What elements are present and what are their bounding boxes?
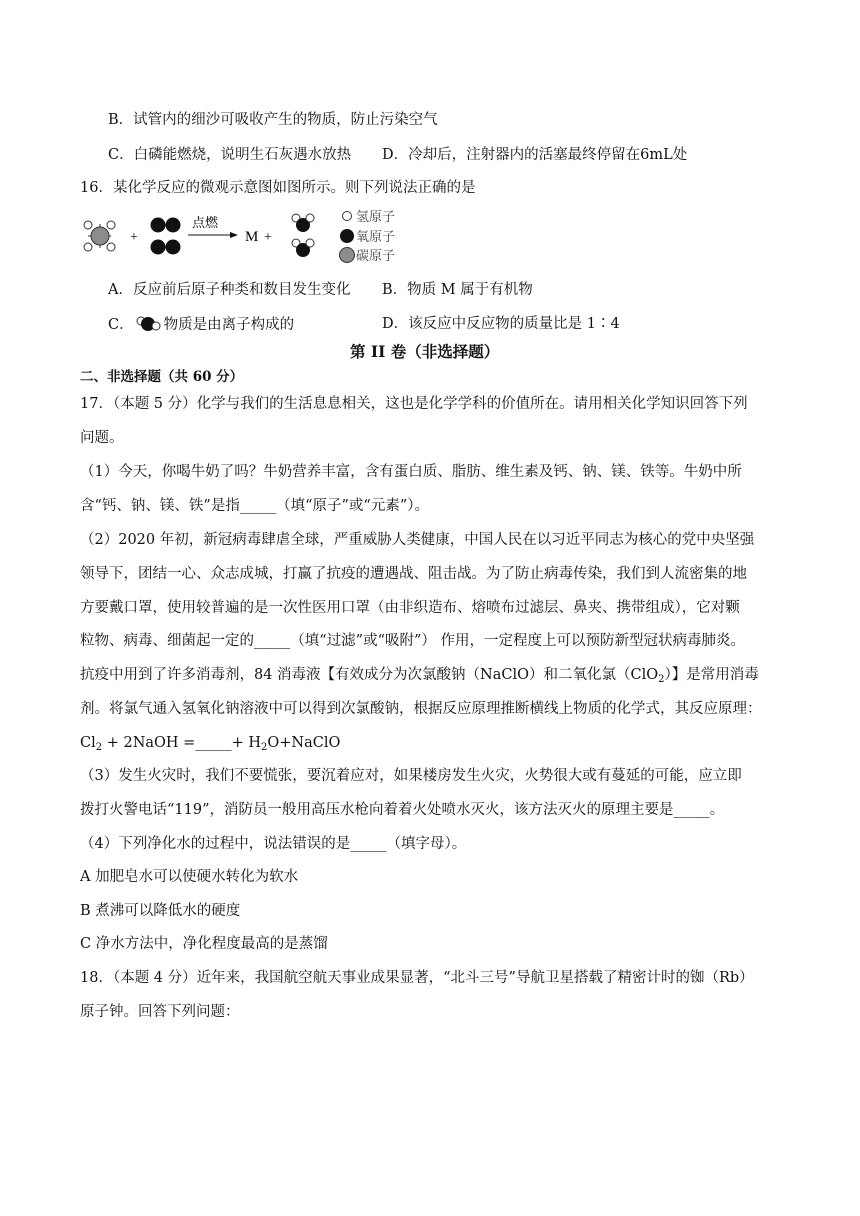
atom-legend [340,209,396,263]
subscript: 2 [260,742,268,753]
q16-stem: 16．某化学反应的微观示意图如图所示。则下列说法正确的是 [80,180,476,196]
oxygen-molecules [151,218,181,255]
text-span: O+NaClO [267,735,341,751]
subscript: 2 [658,674,665,685]
q17-part2-line4: 粒物、病毒、细菌起一定的_____（填“过滤”或“吸附”） 作用，一定程度上可以预防新型冠状病毒肺炎。 [80,633,746,649]
q17-part2-line3: 方要戴口罩，使用较普遍的是一次性医用口罩（由非织造布、熔喷布过滤层、鼻夹、携带组成），它对颗 [80,600,740,616]
q17-stem: 17．（本题 5 分）化学与我们的生活息息相关，这也是化学学科的价值所在。请用相关化学知识回答下列 [80,396,748,412]
text-span: ）】是常用消毒 [664,667,759,683]
hydrogen-atom [84,243,92,251]
q17-part2-line2: 领导下，团结一心、众志成城，打赢了抗疫的遭遇战、阻击战。为了防止病毒传染，我们到人流密集的地 [80,566,747,582]
q16-option-b: B．物质 M 属于有机物 [382,282,533,298]
carbon-legend-icon [340,248,355,263]
text-span: 抗疫中用到了许多消毒剂，84 消毒液【有效成分为次氯酸钠（NaClO）和二氧化氯（ClO [80,667,659,683]
q17-option-b: B 煮沸可以降低水的硬度 [80,903,241,919]
q18-stem: 18．（本题 4 分）近年来，我国航空航天事业成果显著，“北斗三号”导航卫星搭载了精密计时的铷（Rb） [80,970,754,986]
text-span: Cl [80,735,96,751]
q17-part3: （3）发生火灾时，我们不要慌张，要沉着应对，如果楼房发生火灾，火势很大或有蔓延的可能，应立即 [80,768,742,784]
water-molecule-icon [134,314,164,332]
plus-sign: + [130,230,138,245]
q17-part3-cont: 拨打火警电话“119”，消防员一般用高压水枪向着着火处喷水灭火，该方法灭火的原理主要是_____。 [80,802,725,818]
methane-molecule [84,221,115,251]
q17-part2: （2）2020 年初，新冠病毒肆虐全球，严重威胁人类健康，中国人民在以习近平同志为核心的党中央坚强 [80,532,755,548]
water-molecules [292,214,314,257]
q18-stem-cont: 原子钟。回答下列问题： [80,1004,240,1020]
hydrogen-atom [84,221,92,229]
q17-part2-line6: 剂。将氯气通入氢氧化钠溶液中可以得到次氯酸钠，根据反应原理推断横线上物质的化学式，其反应原理： [80,701,762,717]
q15-option-b: B．试管内的细沙可吸收产生的物质，防止污染空气 [108,112,438,128]
hydrogen-atom [107,243,115,251]
legend-carbon: 碳原子 [356,248,396,263]
legend-hydrogen: 氢原子 [356,209,396,224]
q16-option-c-prefix: C． [108,317,134,333]
oxygen-legend-icon [340,229,354,243]
q17-part1-cont: 含“钙、钠、镁、铁”是指_____（填“原子”或“元素”）。 [80,498,429,514]
q17-part1: （1）今天，你喝牛奶了吗？牛奶营养丰富，含有蛋白质、脂肪、维生素及钙、钠、镁、铁等。牛奶中所 [80,464,742,480]
chemical-equation [80,733,340,753]
reaction-diagram [80,205,420,267]
q17-option-a: A 加肥皂水可以使硬水转化为软水 [80,869,299,885]
q17-option-c: C 净水方法中，净化程度最高的是蒸馏 [80,936,328,952]
q15-option-d: D．冷却后，注射器内的活塞最终停留在6mL处 [382,147,688,163]
carbon-atom [91,227,109,245]
q15-option-c: C．白磷能燃烧，说明生石灰遇水放热 [108,147,352,163]
q16-option-c-suffix: 物质是由离子构成的 [163,317,295,333]
plus-sign: + [264,230,272,245]
section-heading: 二、非选择题（共 60 分） [80,369,244,385]
subscript: 2 [95,742,103,753]
q16-option-c [108,314,294,335]
hydrogen-atom [107,221,115,229]
product-m: M [245,229,259,245]
hydrogen-legend-icon [343,212,352,221]
q16-option-a: A．反应前后原子种类和数目发生变化 [108,282,351,298]
legend-oxygen: 氧原子 [356,229,396,244]
arrow-condition-label: 点燃 [192,215,219,230]
q17-stem-cont: 问题。 [80,430,124,446]
q16-option-d: D．该反应中反应物的质量比是 1∶4 [382,316,620,332]
q17-part4: （4）下列净化水的过程中，说法错误的是_____（填字母）。 [80,836,467,852]
text-span: + 2NaOH =_____+ H [102,735,261,751]
part2-title: 第 II 卷（非选择题） [350,342,500,361]
q17-part2-line5 [80,665,759,685]
